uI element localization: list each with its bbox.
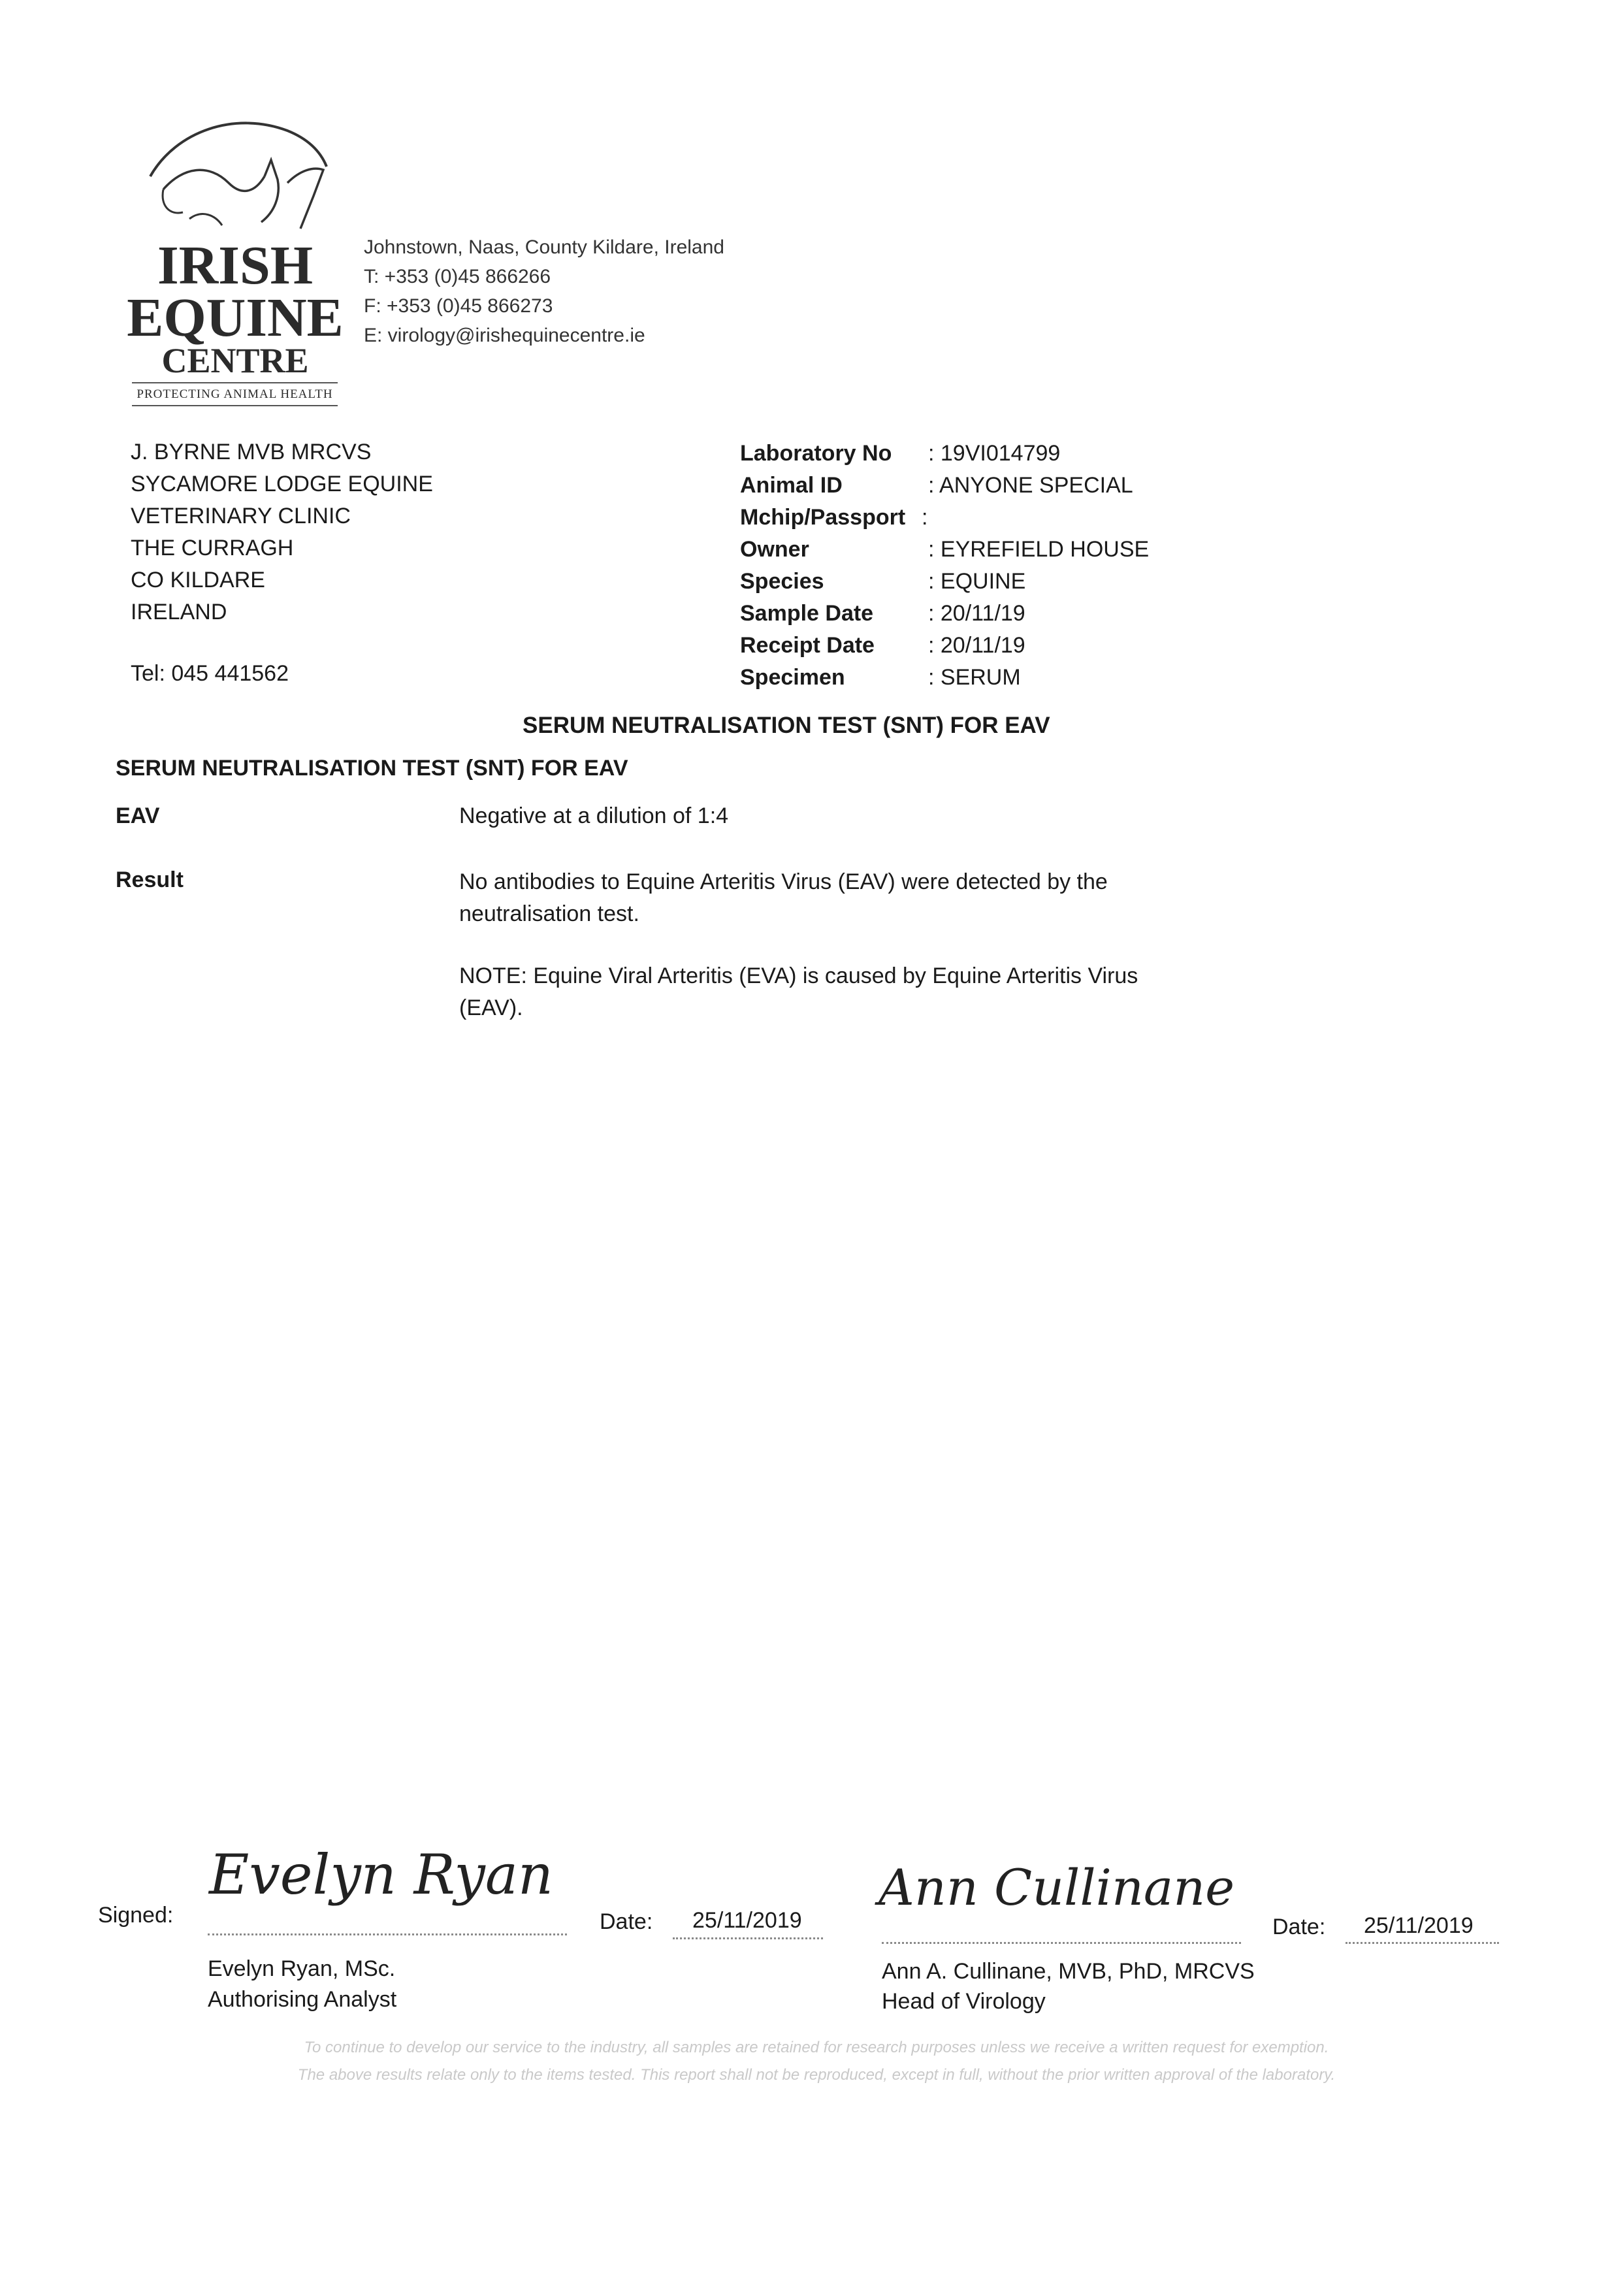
signature-ann-cullinane: Ann Cullinane bbox=[879, 1858, 1235, 1916]
result-line: neutralisation test. bbox=[459, 901, 639, 926]
signature-evelyn-ryan: Evelyn Ryan bbox=[209, 1843, 554, 1907]
detail-value: : 20/11/19 bbox=[928, 601, 1025, 626]
details-block bbox=[740, 438, 1149, 694]
signer-title-right: Head of Virology bbox=[882, 1989, 1046, 2014]
org-address: Johnstown, Naas, County Kildare, Ireland bbox=[364, 236, 724, 258]
detail-value: : ANYONE SPECIAL bbox=[928, 473, 1133, 498]
detail-value: : 19VI014799 bbox=[928, 441, 1061, 466]
logo-word-irish: IRISH bbox=[157, 235, 314, 296]
recipient-line: SYCAMORE LODGE EQUINE bbox=[131, 472, 433, 496]
result-line: No antibodies to Equine Arteritis Virus (EAV) were detected by the bbox=[459, 869, 1108, 894]
footer-line: The above results relate only to the items tested. This report shall not be reproduced, except in full, without the prior written approval of the laboratory. bbox=[297, 2066, 1336, 2084]
org-fax: F: +353 (0)45 866273 bbox=[364, 295, 553, 317]
recipient-line: THE CURRAGH bbox=[131, 536, 294, 560]
note-line: (EAV). bbox=[459, 995, 523, 1020]
detail-label: Animal ID bbox=[740, 473, 843, 498]
detail-value: : SERUM bbox=[928, 665, 1021, 690]
signer-name-right: Ann A. Cullinane, MVB, PhD, MRCVS bbox=[882, 1959, 1255, 1984]
detail-value: : 20/11/19 bbox=[928, 633, 1025, 658]
detail-label: Mchip/Passport bbox=[740, 505, 906, 530]
detail-value: : EYREFIELD HOUSE bbox=[928, 537, 1150, 562]
recipient-line: VETERINARY CLINIC bbox=[131, 504, 351, 528]
report-main-title: SERUM NEUTRALISATION TEST (SNT) FOR EAV bbox=[523, 713, 1050, 738]
note-text bbox=[459, 960, 1138, 1024]
signer-title-left: Authorising Analyst bbox=[208, 1987, 397, 2012]
detail-row bbox=[740, 598, 1149, 630]
date-value-right: 25/11/2019 bbox=[1364, 1913, 1474, 1938]
detail-value: : EQUINE bbox=[928, 569, 1026, 594]
detail-row bbox=[740, 630, 1149, 662]
date-line-left bbox=[673, 1937, 823, 1939]
recipient-block bbox=[131, 436, 433, 628]
detail-row bbox=[740, 662, 1149, 694]
signed-label: Signed: bbox=[98, 1903, 174, 1928]
detail-row bbox=[740, 566, 1149, 598]
signature-line-left bbox=[208, 1933, 567, 1935]
signer-name-left: Evelyn Ryan, MSc. bbox=[208, 1956, 396, 1981]
detail-label: Sample Date bbox=[740, 601, 874, 626]
note-line: NOTE: Equine Viral Arteritis (EVA) is caused by Equine Arteritis Virus bbox=[459, 963, 1138, 988]
detail-label: Receipt Date bbox=[740, 633, 875, 658]
detail-value: : bbox=[922, 505, 928, 530]
logo-rule-bottom bbox=[132, 405, 338, 406]
logo-word-centre: CENTRE bbox=[161, 341, 309, 380]
recipient-line: IRELAND bbox=[131, 600, 227, 624]
date-line-right bbox=[1346, 1942, 1499, 1944]
logo-word-equine: EQUINE bbox=[127, 287, 344, 348]
eav-label: EAV bbox=[116, 803, 160, 828]
detail-row bbox=[740, 534, 1149, 566]
logo-rule bbox=[132, 382, 338, 383]
detail-label: Species bbox=[740, 569, 824, 594]
footer-line: To continue to develop our service to the industry, all samples are retained for research purposes unless we receive a written request for exemption. bbox=[304, 2039, 1329, 2056]
detail-label: Owner bbox=[740, 537, 809, 562]
detail-label: Laboratory No bbox=[740, 441, 892, 466]
logo bbox=[124, 105, 346, 412]
recipient-line: CO KILDARE bbox=[131, 568, 265, 592]
report-section-title: SERUM NEUTRALISATION TEST (SNT) FOR EAV bbox=[116, 756, 628, 781]
eav-value: Negative at a dilution of 1:4 bbox=[459, 803, 729, 828]
recipient-line: J. BYRNE MVB MRCVS bbox=[131, 440, 372, 464]
date-label-right: Date: bbox=[1272, 1915, 1326, 1939]
date-value-left: 25/11/2019 bbox=[692, 1908, 802, 1933]
result-label: Result bbox=[116, 867, 184, 892]
detail-row bbox=[740, 470, 1149, 502]
logo-tagline: PROTECTING ANIMAL HEALTH bbox=[137, 387, 333, 401]
horse-logo-icon bbox=[124, 105, 346, 235]
date-label-left: Date: bbox=[600, 1909, 653, 1934]
detail-row bbox=[740, 438, 1149, 470]
detail-row bbox=[740, 502, 1149, 534]
result-text bbox=[459, 866, 1108, 930]
footer-disclaimer bbox=[196, 2034, 1437, 2089]
detail-label: Specimen bbox=[740, 665, 845, 690]
signature-line-right bbox=[882, 1942, 1241, 1944]
org-email: E: virology@irishequinecentre.ie bbox=[364, 325, 645, 346]
org-phone: T: +353 (0)45 866266 bbox=[364, 266, 551, 287]
recipient-tel: Tel: 045 441562 bbox=[131, 661, 289, 686]
